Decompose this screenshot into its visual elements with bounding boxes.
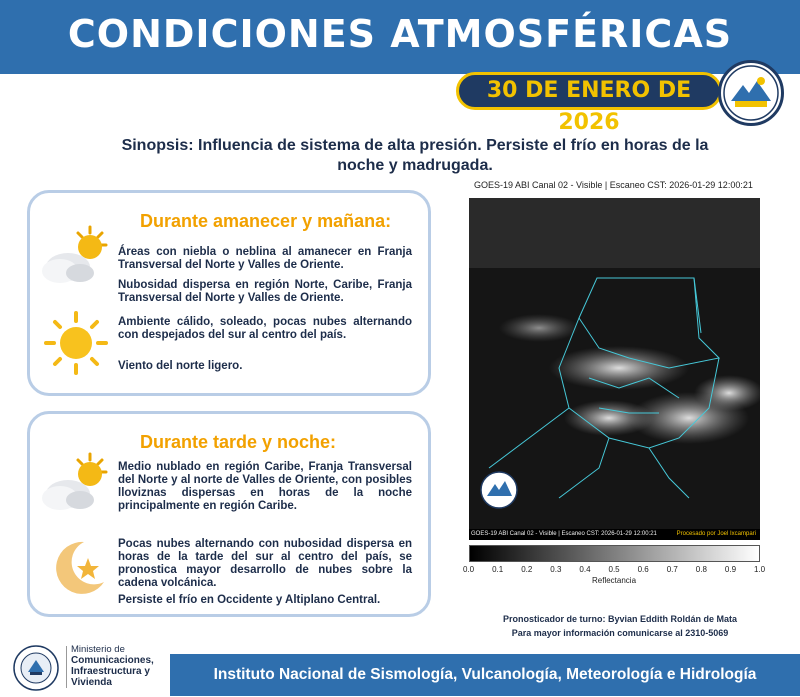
evening-title: Durante tarde y noche: bbox=[140, 432, 337, 452]
satellite-caption: GOES-19 ABI Canal 02 - Visible | Escaneo CST: 2026-01-29 12:00:21 bbox=[474, 180, 753, 190]
evening-panel bbox=[27, 411, 431, 617]
satellite-bottom-text: GOES-19 ABI Canal 02 - Visible | Escaneo CST: 2026-01-29 12:00:21 bbox=[471, 531, 657, 537]
morning-panel bbox=[27, 190, 431, 396]
morning-item: Ambiente cálido, soleado, pocas nubes alternando con despejados del sur al centro del país. bbox=[118, 316, 412, 341]
ministry-line-2: Comunicaciones, bbox=[71, 655, 154, 666]
colorbar-tick-label: 0.9 bbox=[724, 565, 737, 574]
ministry-logo bbox=[8, 642, 168, 694]
evening-item: Persiste el frío en Occidente y Altiplano Central. bbox=[118, 594, 381, 606]
forecaster-name: Pronosticador de turno: Byvian Eddith Roldán de Mata bbox=[502, 614, 738, 624]
synopsis bbox=[120, 136, 710, 176]
evening-item: Pocas nubes alternando con nubosidad dispersa en horas de la tarde del sur al centro del país, se pronostica mayor desarrollo de nubes sobre la cadena volcánica. bbox=[118, 538, 412, 589]
morning-item: Áreas con niebla o neblina al amanecer en Franja Transversal del Norte y Valles de Oriente. bbox=[118, 246, 412, 271]
colorbar-tick-label: 0.5 bbox=[608, 565, 620, 574]
colorbar-tick-label: 0.2 bbox=[521, 565, 533, 574]
contact-info: Para mayor información comunicarse al 2310-5069 bbox=[511, 628, 729, 638]
satellite-bottom-caption bbox=[469, 529, 760, 540]
colorbar-label: Reflectancia bbox=[592, 576, 637, 585]
morning-title: Durante amanecer y mañana: bbox=[140, 211, 392, 231]
synopsis-line-2: noche y madrugada. bbox=[337, 157, 493, 174]
page-title: CONDICIONES ATMOSFÉRICAS bbox=[67, 12, 733, 56]
colorbar-tick-label: 0.6 bbox=[637, 565, 649, 574]
partly-cloudy-icon bbox=[38, 223, 112, 287]
evening-item: Medio nublado en región Caribe, Franja Transversal del Norte y al norte de Valles de Oriente, con posibles lloviznas dispersas en horas de la noche principalmente en región Caribe. bbox=[118, 461, 412, 512]
colorbar-tick-label: 0.0 bbox=[463, 565, 475, 574]
processed-by: Procesado por Joel Ixcampari bbox=[676, 531, 756, 537]
synopsis-line-1: Sinopsis: Influencia de sistema de alta presión. Persiste el frío en horas de la bbox=[121, 137, 709, 154]
ministry-line-3: Infraestructura y bbox=[71, 666, 150, 677]
colorbar-tick-label: 0.4 bbox=[579, 565, 591, 574]
date-badge: 30 DE ENERO DE 2026 bbox=[456, 72, 722, 110]
coat-of-arms-icon bbox=[12, 644, 60, 692]
forecaster-info bbox=[470, 612, 770, 640]
sun-icon bbox=[44, 311, 108, 375]
colorbar-tick-label: 0.3 bbox=[550, 565, 562, 574]
morning-item: Viento del norte ligero. bbox=[118, 360, 243, 372]
ministry-line-1: Ministerio de bbox=[71, 644, 125, 655]
ministry-line-4: Vivienda bbox=[71, 677, 112, 688]
colorbar-tick-label: 0.8 bbox=[695, 565, 707, 574]
header-banner bbox=[0, 0, 800, 74]
reflectance-colorbar bbox=[469, 545, 760, 562]
colorbar-tick-label: 0.1 bbox=[492, 565, 504, 574]
insivumeh-logo bbox=[718, 60, 784, 126]
partly-cloudy-icon bbox=[38, 450, 112, 514]
satellite-image bbox=[469, 198, 760, 540]
moon-star-icon bbox=[48, 536, 110, 598]
colorbar-tick-label: 1.0 bbox=[754, 565, 766, 574]
institute-footer: Instituto Nacional de Sismología, Vulcanología, Meteorología e Hidrología bbox=[170, 654, 800, 696]
colorbar-tick-label: 0.7 bbox=[666, 565, 678, 574]
morning-item: Nubosidad dispersa en región Norte, Caribe, Franja Transversal del Norte y Valles de Oriente. bbox=[118, 279, 412, 304]
